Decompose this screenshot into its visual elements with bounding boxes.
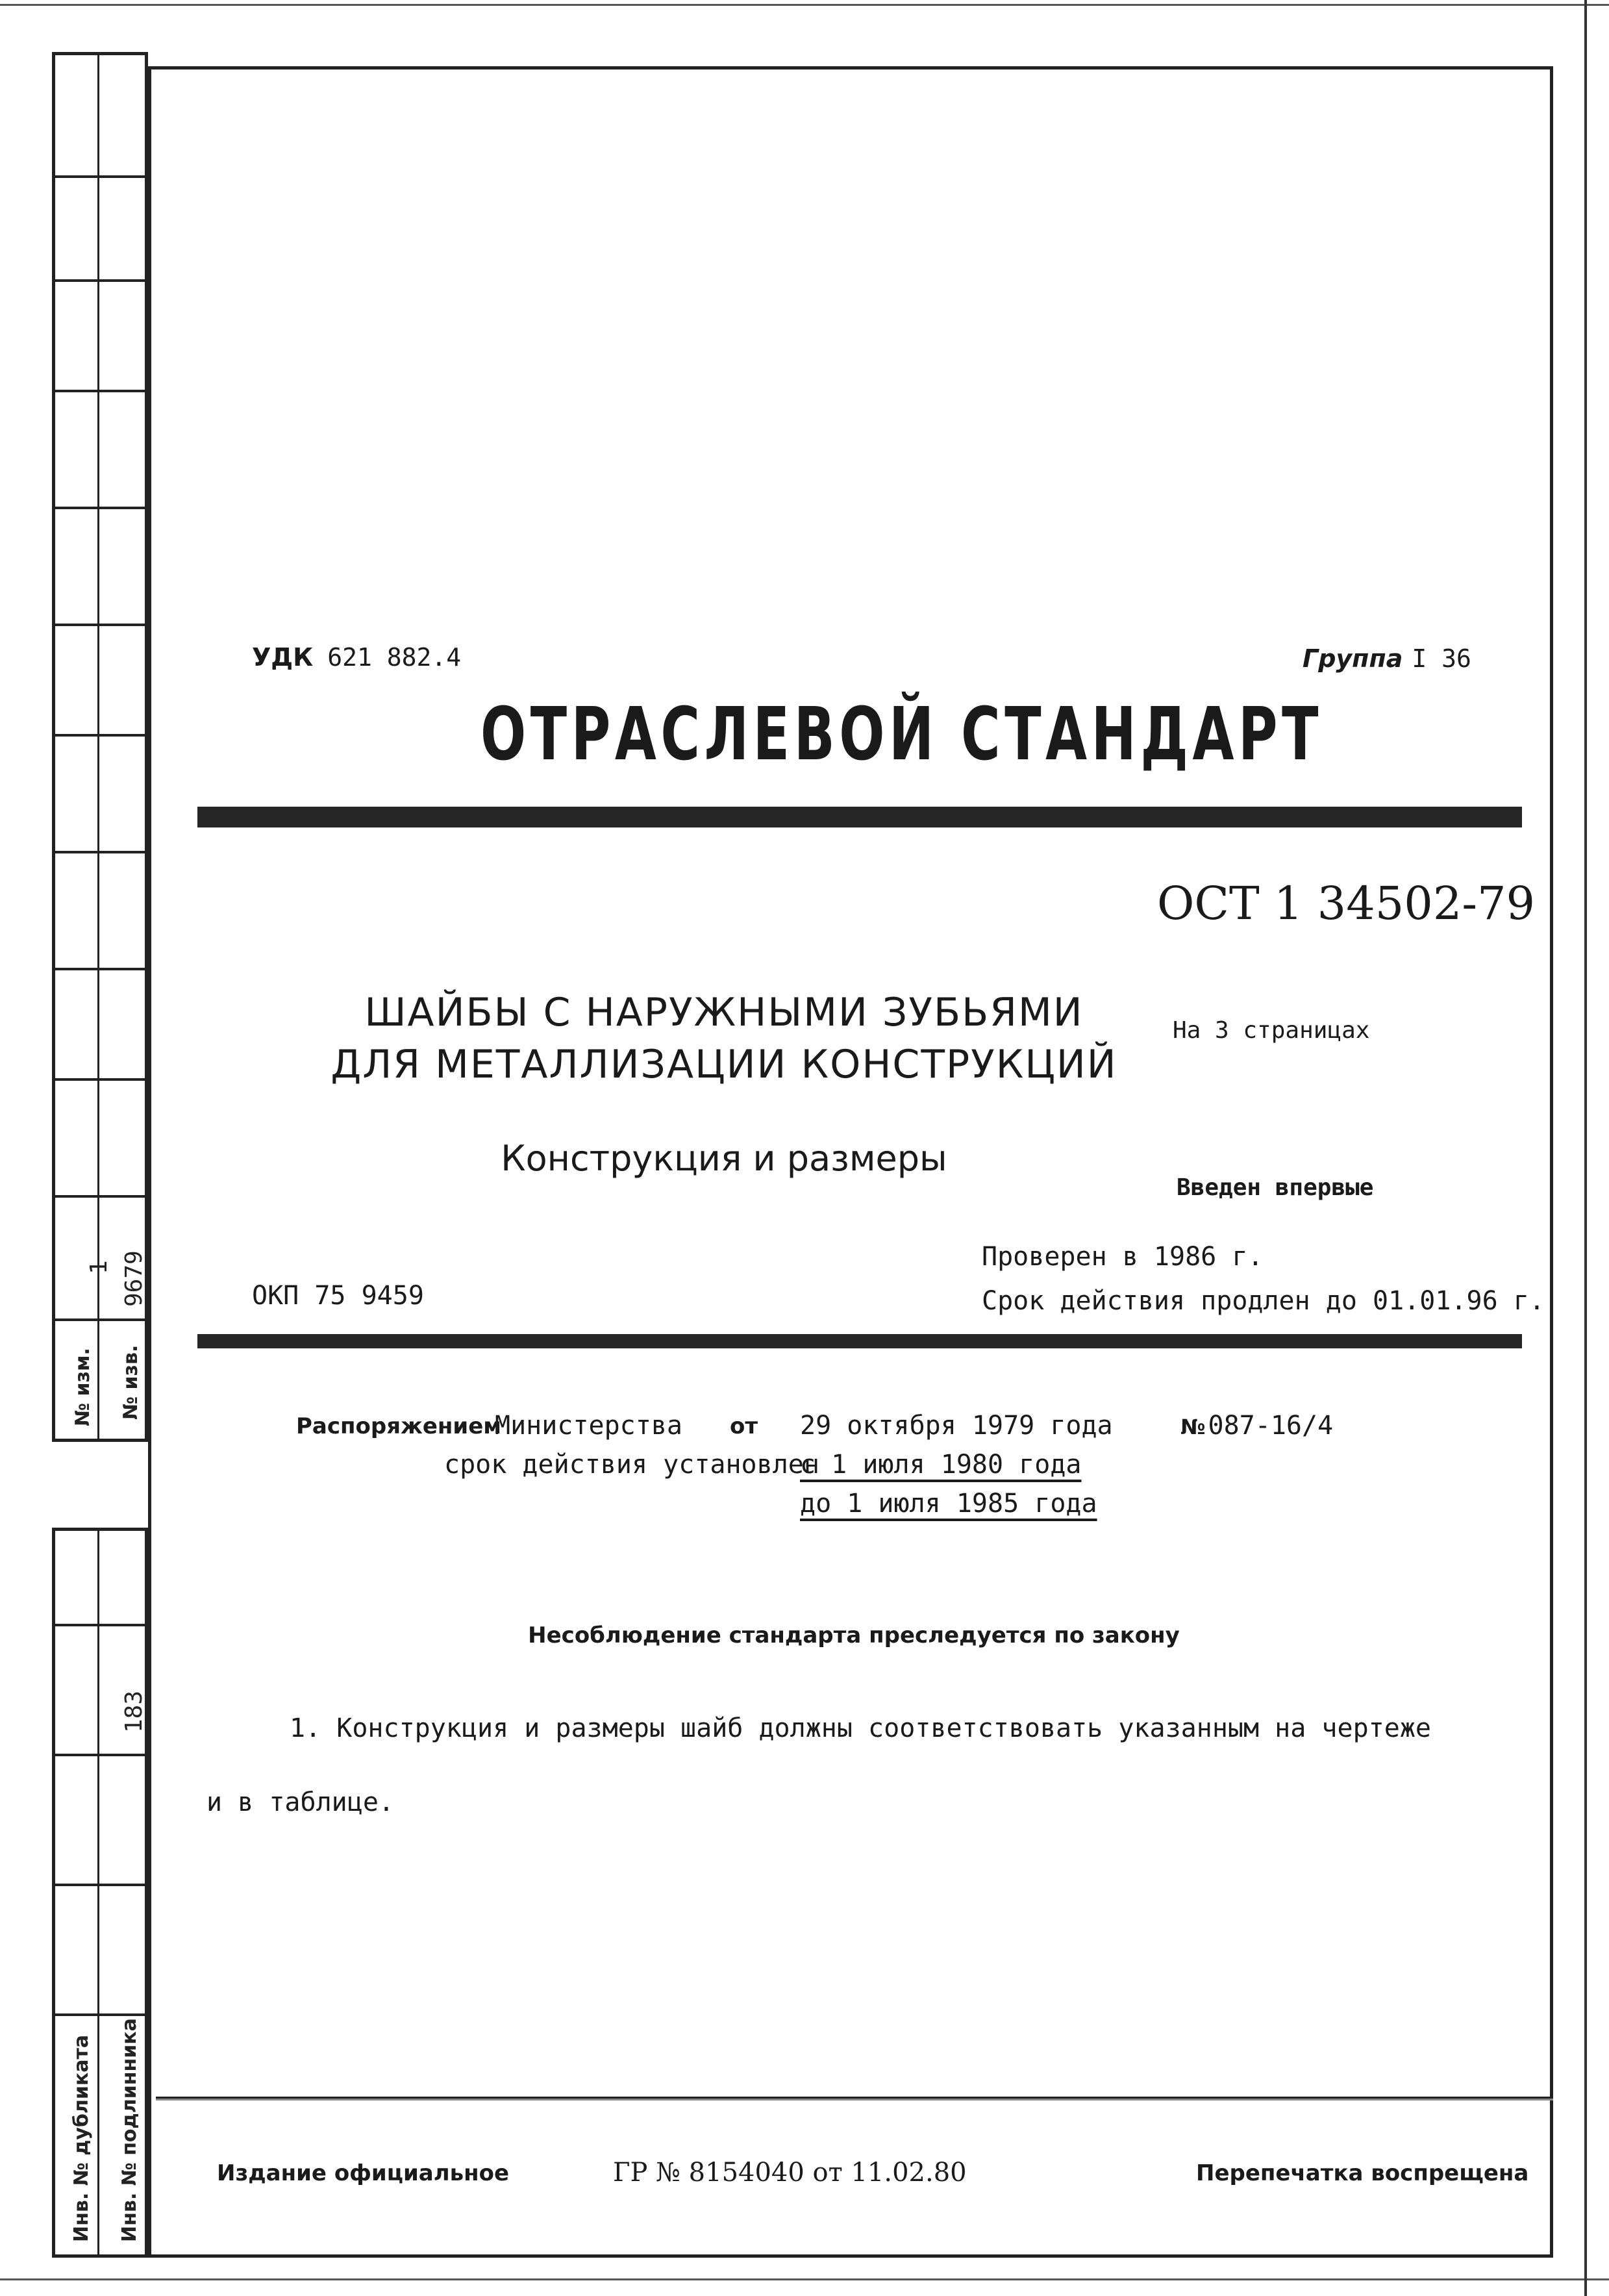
- margin-strip-top: [52, 52, 148, 1442]
- checked-note: Проверен в 1986 г.: [982, 1242, 1264, 1272]
- udk-label: УДК: [252, 643, 314, 672]
- extended-note: Срок действия продлен до 01.01.96 г.: [982, 1286, 1545, 1316]
- group-line: [1303, 644, 1471, 673]
- margin-row-line: [52, 1884, 148, 1886]
- standard-subheading: Конструкция и размеры: [501, 1138, 947, 1179]
- group-value: I 36: [1412, 644, 1471, 673]
- footer-registration: ГР № 8154040 от 11.02.80: [613, 2158, 967, 2188]
- standard-heading-line2: ДЛЯ МЕТАЛЛИЗАЦИИ КОНСТРУКЦИЙ: [331, 1042, 1117, 1087]
- duplicate-inventory-label: Инв. № дубликата: [70, 2034, 93, 2242]
- introduced-note: Введен впервые: [1177, 1174, 1374, 1201]
- change-number-value: 1: [86, 1260, 112, 1274]
- udk-line: [252, 643, 461, 672]
- order-from: от: [730, 1413, 758, 1439]
- order-date: 29 октября 1979 года: [800, 1411, 1113, 1441]
- notice-number-value: 9679: [121, 1250, 147, 1307]
- paragraph-line2: и в таблице.: [206, 1787, 394, 1817]
- okp-code: ОКП 75 9459: [252, 1281, 424, 1311]
- margin-row-line: [52, 968, 148, 970]
- margin-row-line: [52, 279, 148, 282]
- term-label: срок действия установлен: [444, 1450, 819, 1480]
- margin-row-line: [52, 851, 148, 853]
- margin-row-line: [52, 734, 148, 737]
- term-to: до 1 июля 1985 года: [800, 1489, 1097, 1519]
- margin-strip-top-divider: [97, 52, 99, 1442]
- margin-row-line: [52, 1195, 148, 1198]
- order-number-label: №: [1180, 1415, 1206, 1439]
- standard-heading-line1: ШАЙБЫ С НАРУЖНЫМИ ЗУБЬЯМИ: [364, 990, 1084, 1035]
- group-label: Группа: [1303, 644, 1403, 673]
- margin-row-line: [52, 175, 148, 178]
- header-bottom-bar: [197, 1334, 1522, 1348]
- margin-row-line: [52, 1318, 148, 1321]
- margin-row-line: [52, 1624, 148, 1626]
- margin-row-line: [52, 2013, 148, 2016]
- order-number-value: 087-16/4: [1208, 1411, 1334, 1441]
- bottom-edge-line: [0, 2278, 1609, 2280]
- law-notice: Несоблюдение стандарта преследуется по закону: [528, 1622, 1180, 1648]
- paragraph-line1: 1. Конструкция и размеры шайб должны соответствовать указанным на чертеже: [290, 1713, 1431, 1743]
- margin-page-number: 183: [121, 1690, 147, 1733]
- udk-value: 621 882.4: [327, 643, 462, 672]
- margin-row-line: [52, 1754, 148, 1756]
- footer-reprint: Перепечатка воспрещена: [1196, 2160, 1529, 2186]
- order-number: [1180, 1411, 1333, 1441]
- margin-strip-bottom-divider: [97, 1528, 99, 2258]
- change-number-label: № изм.: [71, 1348, 94, 1426]
- title-bar: [197, 807, 1522, 827]
- margin-row-line: [52, 1078, 148, 1081]
- margin-row-line: [52, 507, 148, 509]
- order-ministry: Министерства: [495, 1411, 682, 1441]
- right-edge-line: [1584, 0, 1587, 2296]
- original-inventory-label: Инв. № подлинника: [118, 2018, 141, 2242]
- notice-number-label: № изв.: [119, 1344, 142, 1420]
- term-from: с 1 июля 1980 года: [800, 1450, 1082, 1480]
- margin-row-line: [52, 390, 148, 392]
- footer-official: Издание официальное: [217, 2160, 510, 2186]
- margin-row-line: [52, 624, 148, 626]
- page-count: На 3 страницах: [1173, 1017, 1370, 1044]
- footer-divider: [156, 2097, 1553, 2100]
- standard-code: ОСТ 1 34502-79: [1157, 877, 1536, 930]
- top-edge-line: [0, 4, 1609, 6]
- order-label: Распоряжением: [296, 1413, 502, 1439]
- page-title: ОТРАСЛЕВОЙ СТАНДАРТ: [480, 692, 1323, 777]
